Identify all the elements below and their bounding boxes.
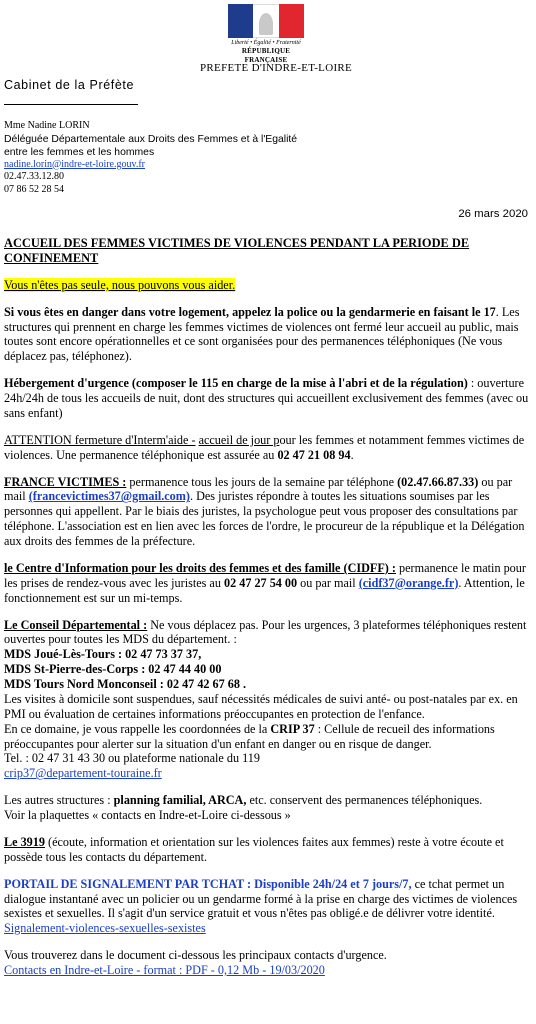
document-title: ACCUEIL DES FEMMES VICTIMES DE VIOLENCES PENDANT LA PERIODE DE CONFINEMENT [4,236,470,265]
contact-name: Mme Nadine LORIN [4,120,90,131]
crip-phone: Tel. : 02 47 31 43 30 ou plateforme nationale du 119 [4,751,260,766]
logo-republic: RÉPUBLIQUE FRANÇAISE [241,47,291,64]
french-flag-icon [228,4,304,38]
signalement-link[interactable]: Signalement-violences-sexuelles-sexistes [4,921,206,936]
cidff-paragraph: le Centre d'Information pour les droits des femmes et des famille (CIDFF) : permanence le matin pour les prises de rendez-vous avec les juristes au 02 47 27 54 00 ou par mail (cidf37@orange.fr). Attention, le fonctionnement est sur un mi-temps. [4,560,526,605]
list-item: MDS Tours Nord Monconseil : 02 47 42 67 68 . [4,677,247,691]
contact-phone-2: 07 86 52 28 54 [4,183,64,195]
contact-role-1: Déléguée Départementale aux Droits des Femmes et à l'Egalité [4,133,298,145]
highlight-message: Vous n'êtes pas seule, nous pouvons vous aider. [4,277,236,292]
autres-paragraph: Les autres structures : planning familial, ARCA, etc. conservent des permanences téléphoniques. [4,793,483,808]
attention-paragraph: ATTENTION fermeture d'Interm'aide - accueil de jour pour les femmes et notamment femmes victimes de violences. Une permanence téléphonique est assurée au 02 47 21 08 94. [4,432,525,462]
hebergement-paragraph: Hébergement d'urgence (composer le 115 en charge de la mise à l'abri et de la régulation) : ouverture 24h/24h de tous les accueils de nuit, dont des structures qui accueillent exclusivement des femmes (avec ou sans enfant) [4,376,529,420]
contact-block [4,120,424,196]
intermaide-phone: 02 47 21 08 94 [277,447,351,462]
contact-role-2: entre les femmes et les hommes [4,146,155,158]
cabinet-name: Cabinet de la Préfète [4,78,135,92]
list-item: MDS Joué-Lès-Tours : 02 47 73 37 37, [4,647,202,662]
danger-paragraph: Si vous êtes en danger dans votre logement, appelez la police ou la gendarmerie en faisant le 17. Les structures qui prennent en charge les femmes victimes de violences ont fermé leur accueil au public, mais toutes sont encore opérationnelles et ce sont organisées pour des permanences téléphoniques (Ne vous déplacez pas, téléphonez). [4,304,520,364]
document-date: 26 mars 2020 [458,208,528,220]
prefecture-name: PREFETE D'INDRE-ET-LOIRE [200,62,353,74]
crip-paragraph: En ce domaine, je vous rappelle les coordonnées de la CRIP 37 : Cellule de recueil des informations préoccupantes pour alerter sur la situation d'un enfant en danger ou en risque de danger. [4,721,495,751]
mds-list [4,647,530,692]
conseil-paragraph: Le Conseil Départemental : Ne vous déplacez pas. Pour les urgences, 3 plateformes téléphoniques restent ouvertes pour toutes les MDS du département. : [4,617,527,647]
document-body [4,236,530,978]
portail-paragraph: PORTAIL DE SIGNALEMENT PAR TCHAT : Disponible 24h/24 et 7 jours/7, ce tchat permet un dialogue instantané avec un policier ou un gendarme formé à la prise en charge des victimes de violences sexistes et sexuelles. Il s'agit d'un service gratuit et vous n'êtes pas obligé.e de délivrer votre identité. [4,876,518,921]
divider [4,104,138,105]
autres-voir: Voir la plaquettes « contacts en Indre-et-Loire ci-dessous » [4,808,291,822]
visites-paragraph: Les visites à domicile sont suspendues, sauf nécessités médicales de suivi anté- ou post-natales par ex. en PMI ou évaluation de certaines informations préoccupantes en protection de l'enfance. [4,691,518,721]
logo-motto: Liberté • Égalité • Fraternité [231,40,301,46]
list-item: MDS St-Pierre-des-Corps : 02 47 44 40 00 [4,662,222,677]
contact-phone-1: 02.47.33.12.80 [4,171,64,182]
footer-text: Vous trouverez dans le document ci-dessous les principaux contacts d'urgence. [4,948,387,963]
crip-email-link[interactable]: crip37@departement-touraine.fr [4,766,162,781]
contact-email-link[interactable]: nadine.lorin@indre-et-loire.gouv.fr [4,158,146,170]
n3919-paragraph: Le 3919 (écoute, information et orientation sur les violences faites aux femmes) reste à votre écoute et possède tous les contacts du département. [4,834,504,864]
marianne-logo [224,4,308,64]
france-victimes-email-link[interactable]: (francevictimes37@gmail.com) [28,489,190,504]
contacts-pdf-link[interactable]: Contacts en Indre-et-Loire - format : PDF - 0,12 Mb - 19/03/2020 [4,963,325,977]
france-victimes-paragraph: FRANCE VICTIMES : permanence tous les jours de la semaine par téléphone (02.47.66.87.33) ou par mail (francevictimes37@gmail.com). Des juristes répondre à toutes les situations soumises par les personnes qui appellent. Par le biais des juristes, la psychologue peut vous proposer des consultations par téléphone. L'association est en lien avec les forces de l'ordre, le procureur de la république et la Délégation aux droits des femmes de la préfecture. [4,474,525,548]
cidff-email-link[interactable]: (cidf37@orange.fr) [358,575,459,590]
